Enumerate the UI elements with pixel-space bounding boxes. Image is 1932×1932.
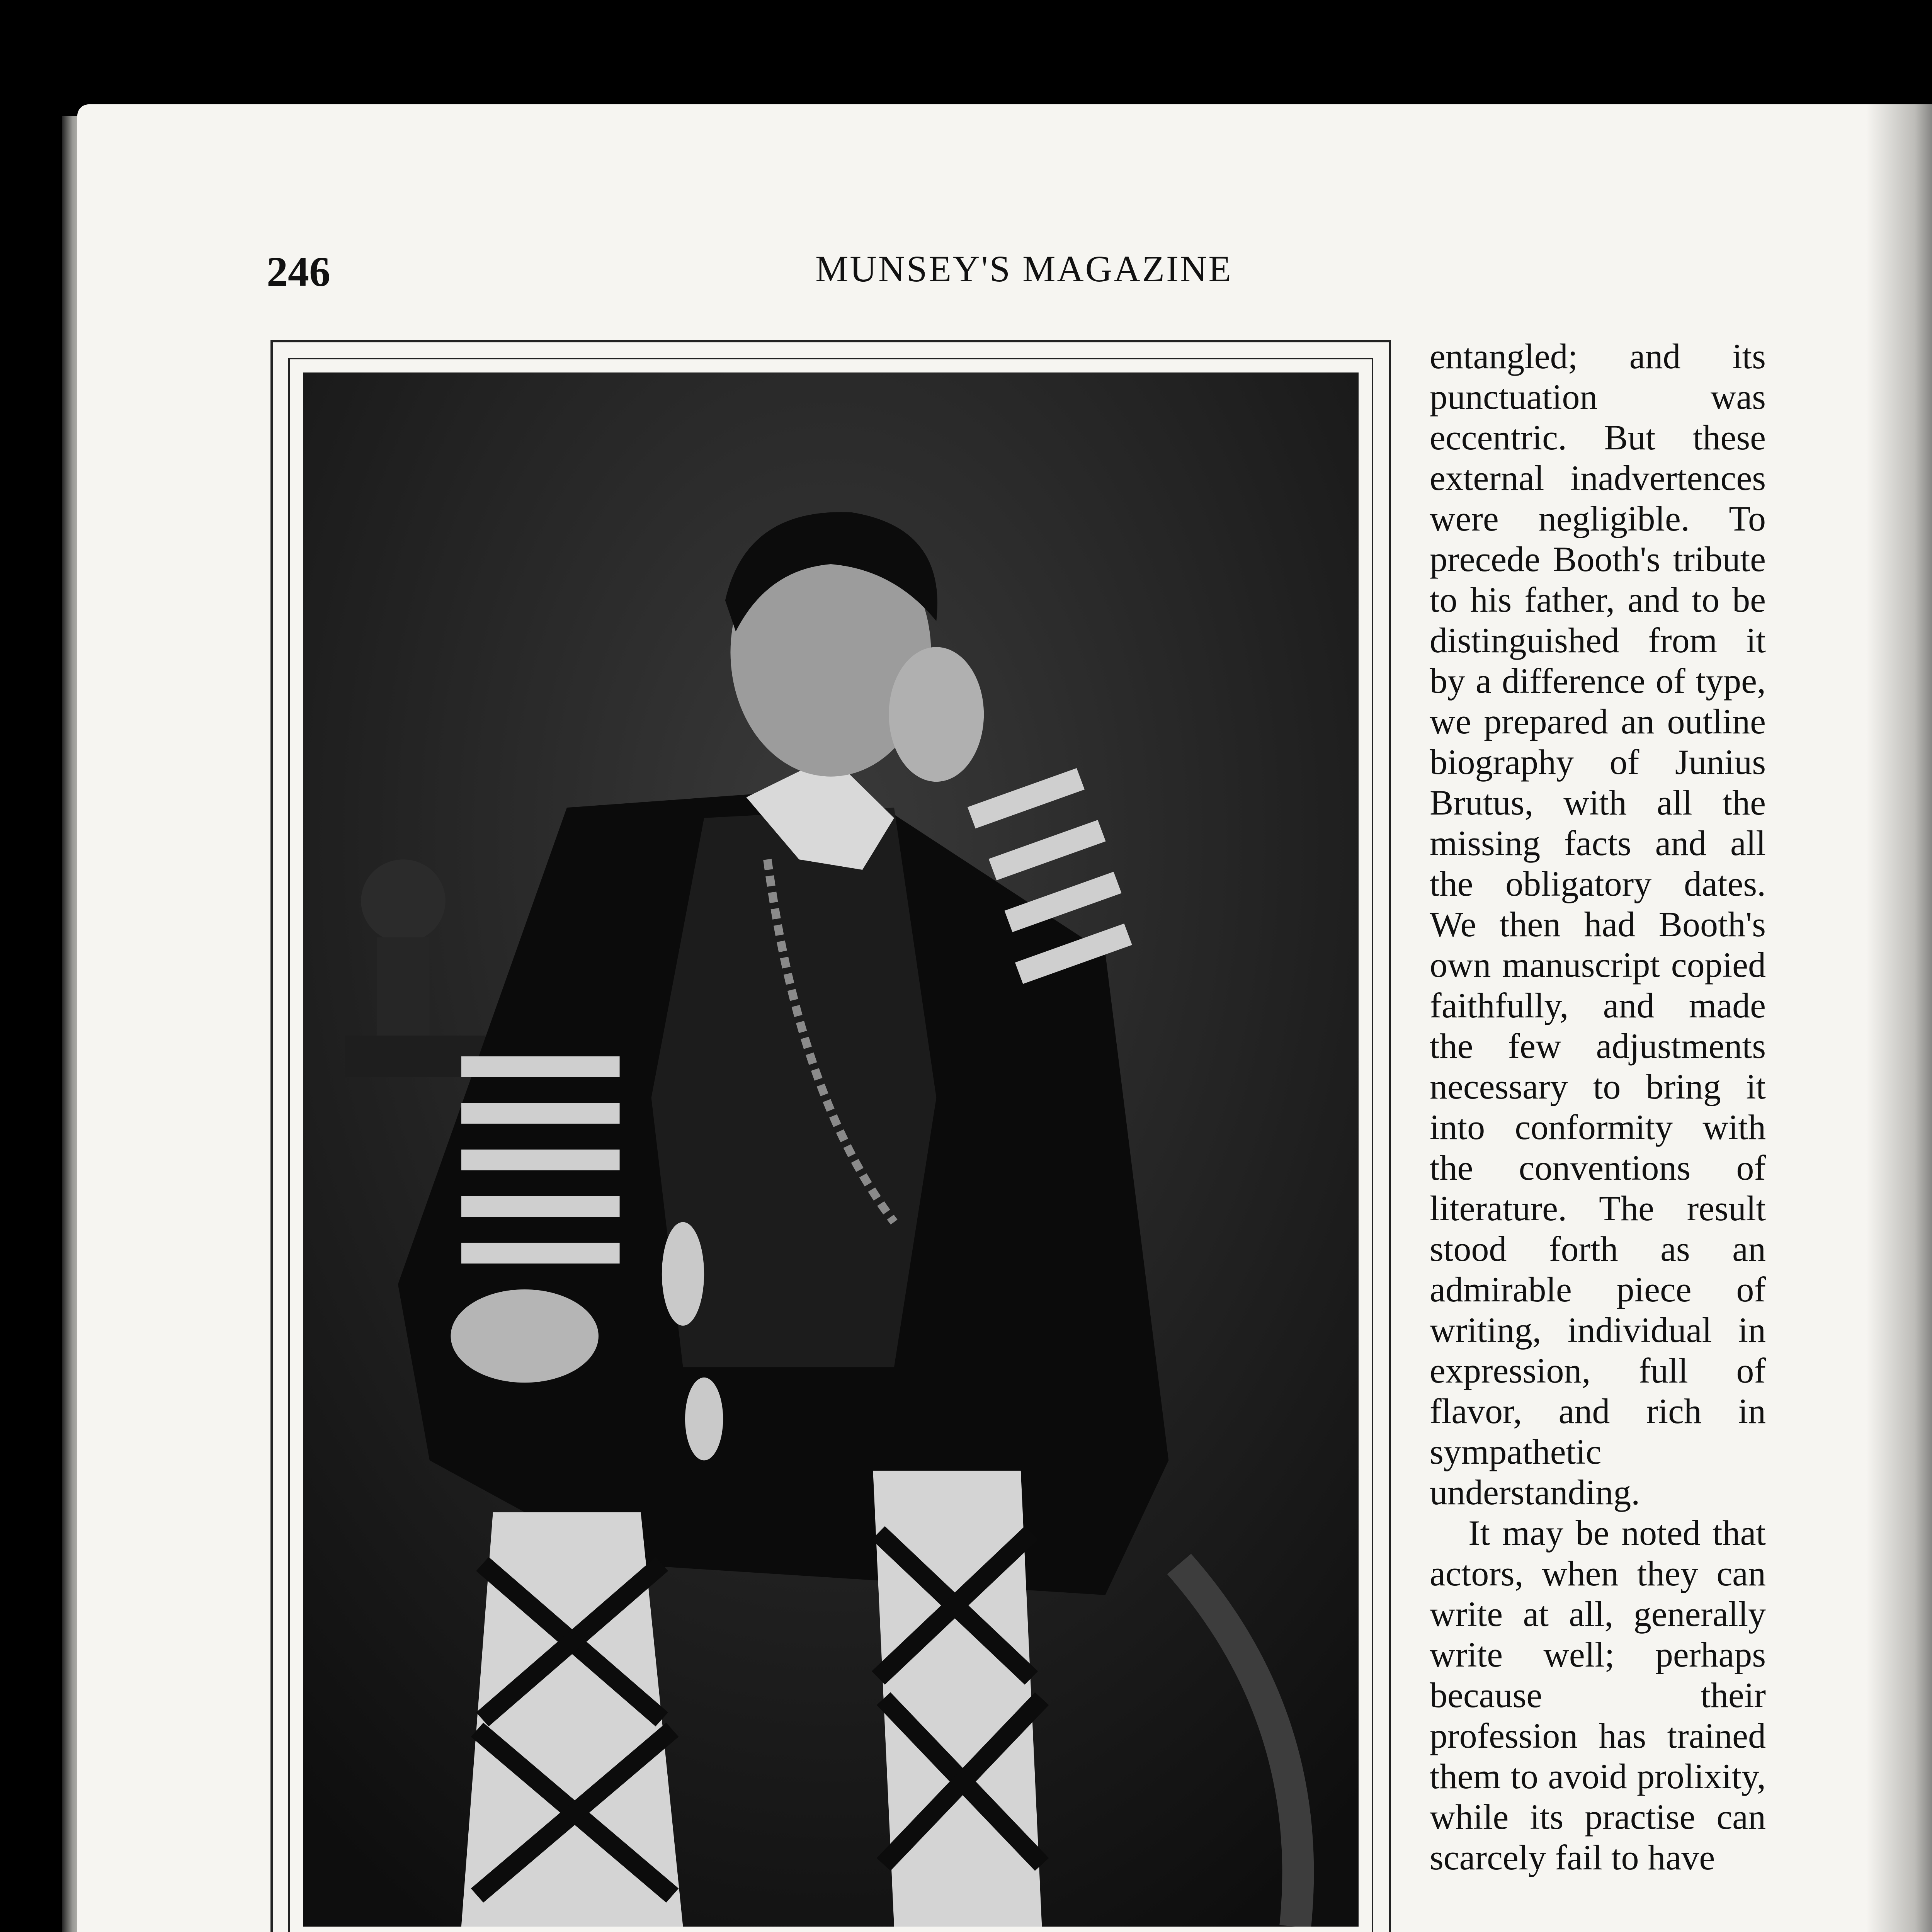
running-title: MUNSEY'S MAGAZINE [815, 248, 1233, 289]
paragraph: It may be noted that actors, when they can write at all, generally write well; perhaps because their profession has trained them to avoid prolixity, while its practise can scarcely fail to have [1430, 1513, 1766, 1877]
page-binding-shadow [1866, 104, 1932, 1932]
photo-frame [270, 340, 1391, 1932]
hamlet-photograph [303, 372, 1359, 1927]
right-column-upper [1430, 336, 1766, 1878]
paragraph: entangled; and its punctuation was eccentric. But these external inadvertences were negligible. To precede Booth's tribute to his father, and to be distinguished from it by a difference of type, we prepared an outline biography of Junius Brutus, with all the missing facts and all the obligatory dates. We then had Booth's own manuscript copied faithfully, and made the few adjustments necessary to bring it into conformity with the conventions of literature. The result stood forth as an admirable piece of writing, individual in expression, full of flavor, and rich in sympathetic understanding. [1430, 337, 1766, 1512]
photo-inner-frame [288, 358, 1373, 1932]
page-number: 246 [267, 248, 330, 295]
photo-illustration [303, 372, 1359, 1927]
